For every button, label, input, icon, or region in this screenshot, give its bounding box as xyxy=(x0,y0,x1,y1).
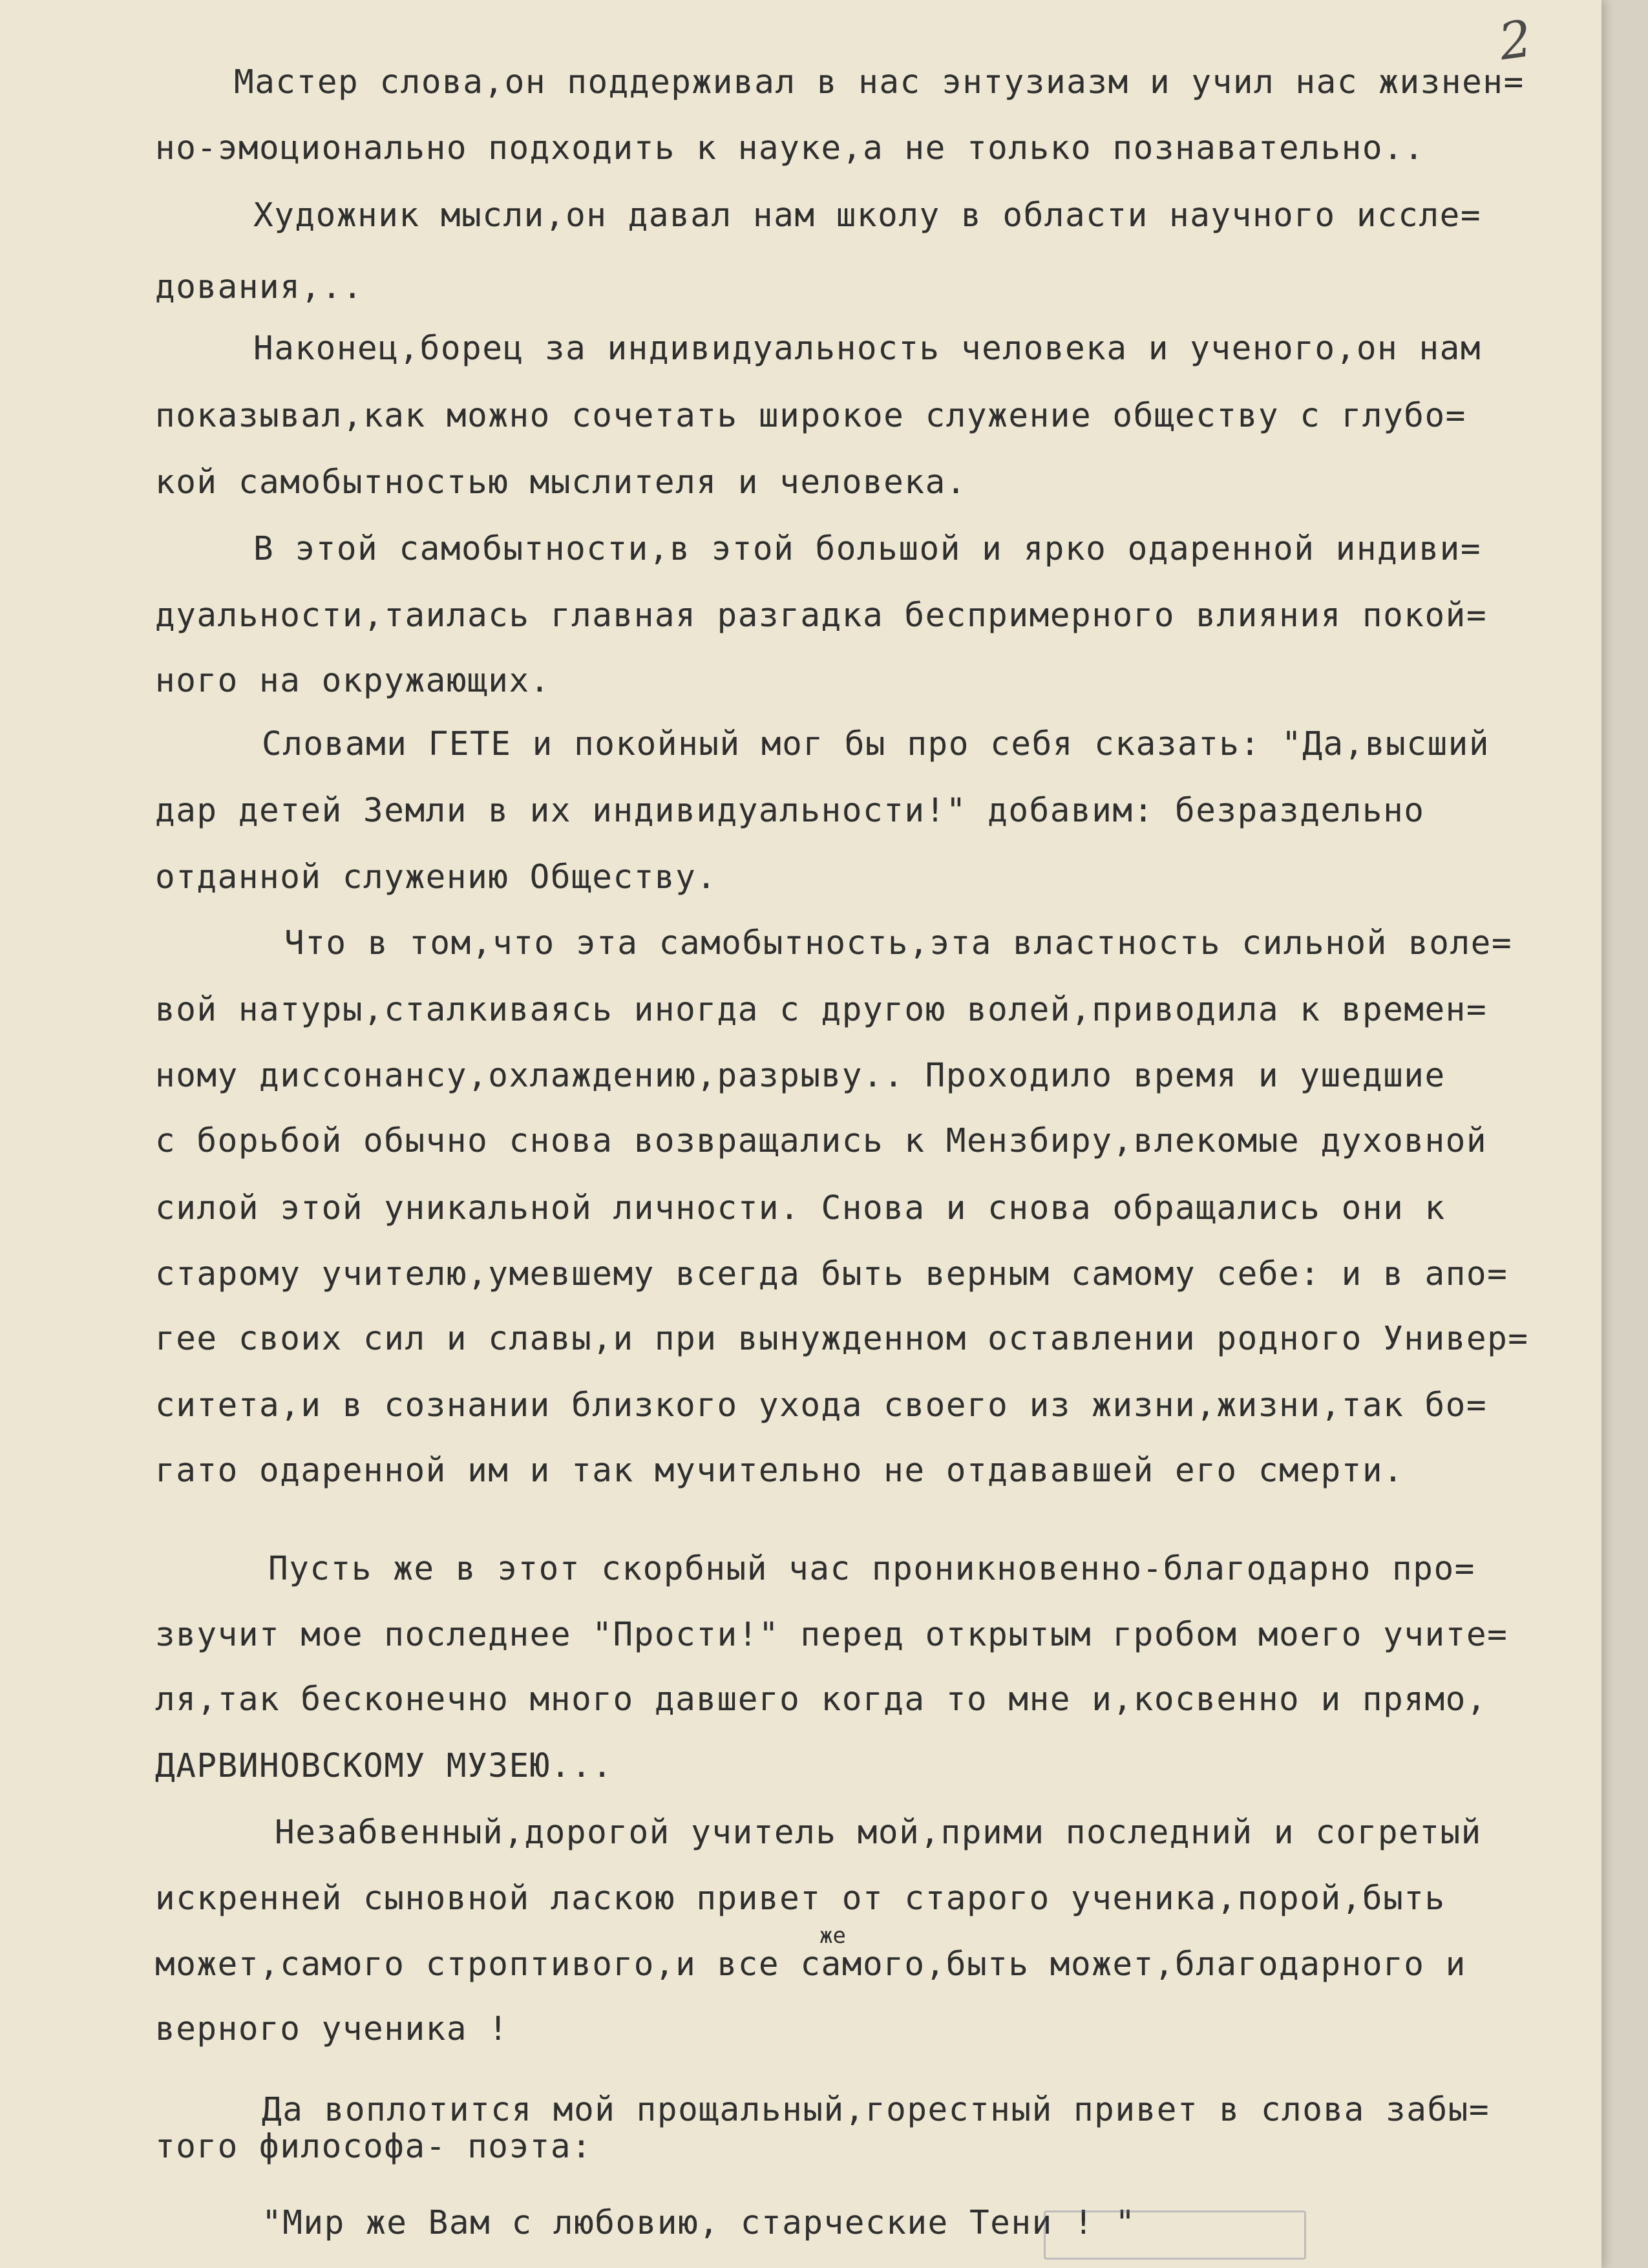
text-line: звучит мое последнее "Прости!" перед открытым гробом моего учите= xyxy=(155,1616,1508,1654)
text-line: Да воплотится мой прощальный,горестный привет в слова забы= xyxy=(262,2091,1490,2129)
text-line: ДАРВИНОВСКОМУ МУЗЕЮ... xyxy=(155,1747,613,1785)
text-line: Художник мысли,он давал нам школу в области научного иссле= xyxy=(253,196,1482,235)
text-line: того философа- поэта: xyxy=(155,2128,593,2166)
text-line: "Мир же Вам с любовию, старческие Тени ! " xyxy=(262,2204,1136,2242)
text-line: В этой самобытности,в этой большой и ярко одаренной индиви= xyxy=(253,530,1482,568)
text-line: ному диссонансу,охлаждению,разрыву.. Проходило время и ушедшие xyxy=(155,1057,1446,1095)
text-line: ситета,и в сознании близкого ухода своего из жизни,жизни,так бо= xyxy=(155,1386,1488,1425)
text-line: вой натуры,сталкиваясь иногда с другою волей,приводила к времен= xyxy=(155,991,1488,1029)
text-line: дования,.. xyxy=(155,268,364,306)
text-line: показывал,как можно сочетать широкое служение обществу с глубо= xyxy=(155,397,1466,435)
text-line: гато одаренной им и так мучительно не отдававшей его смерти. xyxy=(155,1452,1404,1490)
text-line: Словами ГЕТЕ и покойный мог бы про себя сказать: "Да,высший xyxy=(262,725,1490,763)
text-line: Мастер слова,он поддерживал в нас энтузиазм и учил нас жизнен= xyxy=(234,63,1525,101)
text-line: с борьбой обычно снова возвращались к Мензбиру,влекомые духовной xyxy=(155,1122,1488,1160)
text-line: Пусть же в этот скорбный час проникновенно-благодарно про= xyxy=(268,1550,1475,1588)
text-line: кой самобытностью мыслителя и человека. xyxy=(155,463,967,502)
faded-stamp xyxy=(1044,2210,1306,2260)
insertion-mark: же xyxy=(819,1923,846,1949)
text-line: искренней сыновной ласкою привет от старого ученика,порой,быть xyxy=(155,1880,1446,1918)
text-line: старому учителю,умевшему всегда быть верным самому себе: и в апо= xyxy=(155,1255,1508,1293)
page-number: 2 xyxy=(1495,9,1536,72)
text-line: верного ученика ! xyxy=(155,2010,509,2048)
text-line: Наконец,борец за индивидуальность человека и ученого,он нам xyxy=(253,330,1482,368)
text-line: ля,так бесконечно много давшего когда то мне и,косвенно и прямо, xyxy=(155,1680,1488,1719)
text-line: дуальности,таилась главная разгадка беспримерного влияния покой= xyxy=(155,597,1488,635)
text-line: гее своих сил и славы,и при вынужденном оставлении родного Универ= xyxy=(155,1320,1529,1358)
text-line: Незабвенный,дорогой учитель мой,прими последний и согретый xyxy=(275,1814,1482,1852)
text-line: силой этой уникальной личности. Снова и снова обращались они к xyxy=(155,1189,1446,1227)
text-line: дар детей Земли в их индивидуальности!" добавим: безраздельно xyxy=(155,792,1425,830)
text-line: Что в том,что эта самобытность,эта властность сильной воле= xyxy=(284,924,1513,962)
text-line: отданной служению Обществу. xyxy=(155,858,717,896)
text-line: но-эмоционально подходить к науке,а не только познавательно.. xyxy=(155,129,1425,167)
text-line: ного на окружающих. xyxy=(155,662,551,700)
text-line: может,самого строптивого,и все самого,быть может,благодарного и xyxy=(155,1945,1466,1984)
